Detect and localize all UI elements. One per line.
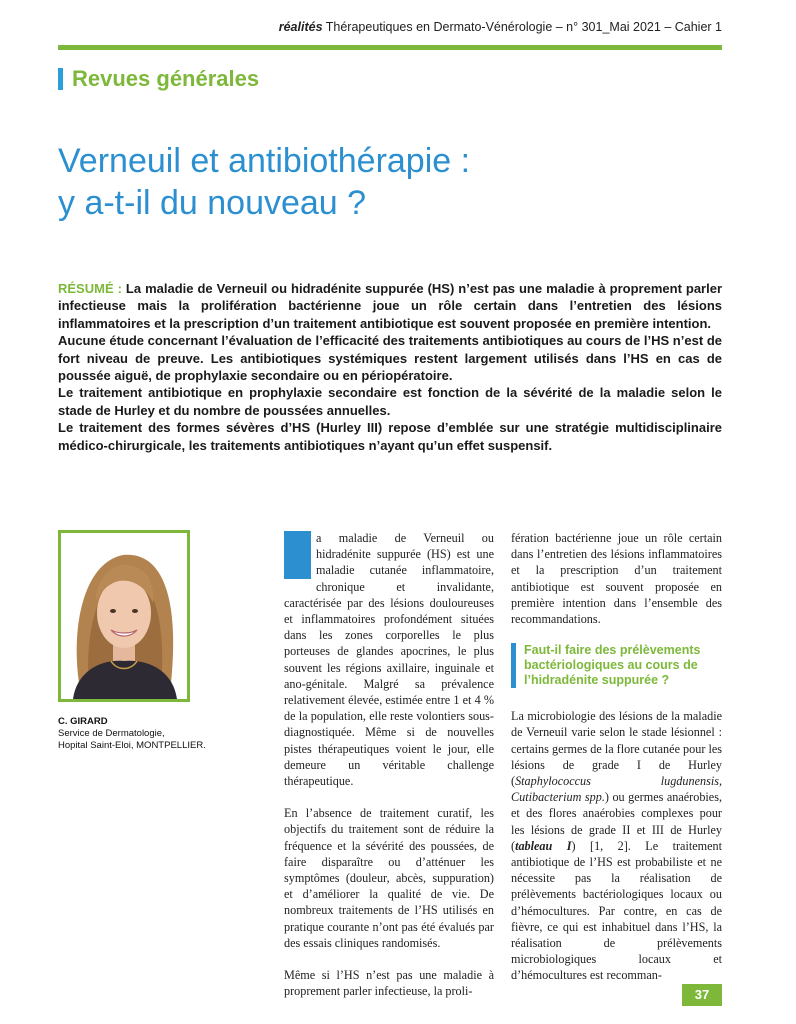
body-column-1 xyxy=(284,530,494,1015)
abstract-text-1: La maladie de Verneuil ou hidradénite suppurée (HS) n’est pas une maladie à proprement parler infectieuse mais la prolifération bactérienne joue un rôle certain dans l’entretien des lésions inflammatoires et la prescription d’un traitement antibiotique est souvent proposée en première intention. xyxy=(58,281,723,331)
body-paragraph-5 xyxy=(511,708,722,983)
abstract-paragraph-2: Aucune étude concernant l’évaluation de l’efficacité des traitements antibiotiques au cours de l’HS n’est de fort niveau de preuve. Les antibiotiques systémiques restent largement utilisés dans l’HS en cas de poussée aiguë, de prophylaxie secondaire ou en périopératoire. xyxy=(58,333,722,384)
author-affiliation-1: Service de Dermatologie, xyxy=(58,728,165,739)
body-paragraph-1-text: a maladie de Verneuil ou hidradénite suppurée (HS) est une maladie cutanée inflammatoire, chronique et invalidante, caractérisée par des lésions douloureuses et inflammatoires profondément situées dans les zones corporelles le plus porteuses de glandes apocrines, le plus souvent les régions axillaire, inguinale et ano-génitale. Malgré sa prévalence relativement élevée, estimée entre 1 et 4 % de la population, elle reste volontiers sous-diagnostiquée. Même si de nouvelles pistes thérapeutiques voient le jour, elle demeure un véritable challenge thérapeutique. xyxy=(284,531,494,789)
author-block xyxy=(58,716,258,752)
journal-brand: réalités xyxy=(278,20,323,34)
body-paragraph-2: En l’absence de traitement curatif, les objectifs du traitement sont de réduire la fréquence et la sévérité des poussées, de faire disparaître ou d’atténuer les symptômes (douleur, abcès, suppuration) et d’améliorer la qualité de vie. De nombreux traitements de l’HS utilisés en pratique courante n’ont pas été évalués par des essais cliniques randomisés. xyxy=(284,806,494,950)
article-title-line-1: Verneuil et antibiothérapie : xyxy=(58,142,471,180)
body-paragraph-5-text-b: ) ou germes anaérobies, et des flores anaérobies complexes pour les lésions de grade II et III de Hurley ( xyxy=(511,790,723,853)
page-number: 37 xyxy=(682,984,722,1006)
abstract-paragraph-1 xyxy=(58,280,722,332)
abstract-paragraph-3: Le traitement antibiotique en prophylaxie secondaire est fonction de la sévérité de la maladie selon le stade de Hurley et du nombre de poussées annuelles. xyxy=(58,385,722,418)
author-photo xyxy=(58,530,190,702)
body-paragraph-1 xyxy=(284,530,494,789)
body-paragraph-4: fération bactérienne joue un rôle certain dans l’entretien des lésions inflammatoires et la prescription d’un traitement antibiotique est souvent proposée en première intention dans l’ensemble des recommandations. xyxy=(511,531,722,627)
body-paragraph-5-text-c: ) [1, 2]. Le traitement antibiotique de l’HS est probabiliste et ne nécessite pas la réalisation de prélèvements bactériologiques locaux ou d’hémocultures. Par contre, en cas de fièvre, ce qui est inhabituel dans l’HS, la réalisation de prélèvements microbiologiques locaux et d’hémocultures est recomman- xyxy=(511,838,723,983)
author-portrait-image xyxy=(61,533,187,699)
section-label: Revues générales xyxy=(72,66,260,91)
section-marker xyxy=(58,68,63,90)
running-header xyxy=(279,20,722,34)
abstract xyxy=(58,280,722,454)
subheading-marker xyxy=(511,643,516,688)
body-paragraph-5-text-a: La microbiologie des lésions de la maladie de Verneuil varie selon le stade lésionnel : certains germes de la flore cutanée pour les lésions de grade I de Hurley ( xyxy=(511,709,722,789)
abstract-label: RÉSUMÉ : xyxy=(58,281,122,296)
author-affiliation-2: Hopital Saint-Eloi, MONTPELLIER. xyxy=(58,740,206,751)
section-heading xyxy=(58,66,259,92)
subheading xyxy=(511,643,722,688)
article-title-line-2: y a-t-il du nouveau ? xyxy=(58,184,367,222)
table-reference: tableau I xyxy=(515,838,572,853)
article-title xyxy=(58,140,470,224)
header-rule xyxy=(58,45,722,50)
body-paragraph-3: Même si l’HS n’est pas une maladie à proprement parler infectieuse, la proli- xyxy=(284,968,494,999)
author-name: C. GIRARD xyxy=(58,716,108,727)
subheading-text: Faut-il faire des prélèvements bactériologiques au cours de l’hidradénite suppurée ? xyxy=(524,643,701,688)
journal-issue: Thérapeutiques en Dermato-Vénérologie – n° 301_Mai 2021 – Cahier 1 xyxy=(322,20,722,34)
abstract-paragraph-4: Le traitement des formes sévères d’HS (Hurley III) repose d’emblée sur une stratégie multidisciplinaire médico-chirurgicale, les traitements antibiotiques n’ayant qu’un effet suspensif. xyxy=(58,420,722,453)
body-column-2 xyxy=(511,530,722,1000)
drop-cap-l xyxy=(284,531,311,579)
species-names: Staphylococcus lugdunensis, Cutibacterium spp. xyxy=(511,774,722,805)
